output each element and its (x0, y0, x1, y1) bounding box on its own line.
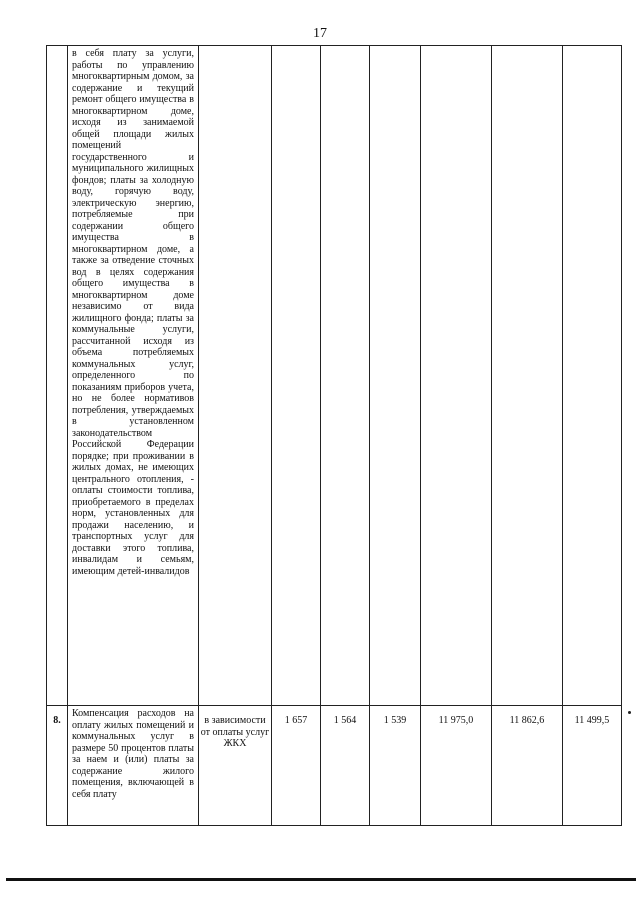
value-cell: 11 975,0 (421, 706, 492, 826)
benefits-table (46, 45, 622, 826)
row-condition (199, 46, 272, 706)
row-number: 8. (47, 706, 68, 826)
row-number (47, 46, 68, 706)
row-description: в себя плату за услуги, работы по управлению многоквартирным домом, за содержание и текущий ремонт общего имущества в многоквартирном доме, исходя из занимаемой общей площади жилых помещений государственного и муниципального жилищных фондов; платы за холодную воду, горячую воду, электрическую энергию, потребляемые при содержании общего имущества в многоквартирном доме, а также за отведение сточных вод в целях содержания общего имущества в многоквартирном доме независимо от вида жилищного фонда; платы за коммунальные услуги, рассчитанной исходя из объема потребляемых коммунальных услуг, определенного по показаниям приборов учета, но не более нормативов потребления, утверждаемых в установленном законодательством Российской Федерации порядке; при проживании в жилых домах, не имеющих центрального отопления, - оплаты стоимости топлива, приобретаемого в пределах норм, установленных для продажи населению, и транспортных услуг для доставки этого топлива, инвалидам и семьям, имеющим детей-инвалидов (68, 46, 199, 706)
value-cell: 11 862,6 (492, 706, 563, 826)
value-cell (563, 46, 622, 706)
table-row (47, 46, 622, 706)
margin-dot (628, 711, 631, 714)
bottom-rule (6, 878, 636, 881)
value-cell: 1 564 (321, 706, 370, 826)
table-row (47, 706, 622, 826)
page-number: 17 (313, 26, 327, 41)
value-cell (370, 46, 421, 706)
value-cell: 1 657 (272, 706, 321, 826)
row-description: Компенсация расходов на оплату жилых помещений и коммунальных услуг в размере 50 процентов платы за наем и (или) платы за содержание жилого помещения, включающей в себя плату (68, 706, 199, 826)
value-cell (492, 46, 563, 706)
value-cell: 11 499,5 (563, 706, 622, 826)
row-condition: в зависимости от оплаты услуг ЖКХ (199, 706, 272, 826)
value-cell (421, 46, 492, 706)
value-cell (321, 46, 370, 706)
value-cell (272, 46, 321, 706)
value-cell: 1 539 (370, 706, 421, 826)
